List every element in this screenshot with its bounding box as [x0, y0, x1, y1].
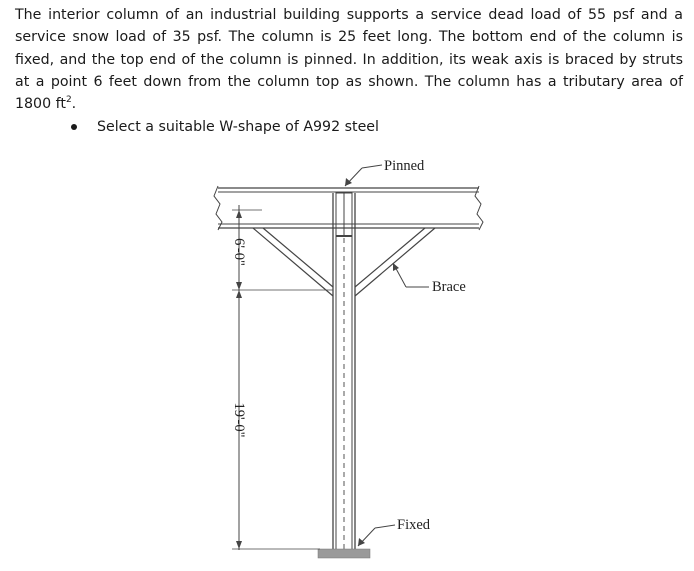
- fixed-base: [318, 549, 370, 558]
- dim-lower-label: 19'-0": [231, 402, 247, 438]
- paragraph-end: .: [71, 96, 77, 113]
- pinned-leader: [345, 165, 382, 186]
- dim-upper-label: 6'-0": [231, 238, 247, 266]
- fixed-label: Fixed: [397, 517, 431, 533]
- bullet-text: Select a suitable W-shape of A992 steel: [97, 119, 379, 135]
- problem-paragraph: The interior column of an industrial building supports a service dead load of 55 psf and a service snow load of 35 psf. The column is 25 feet long. The bottom end of the column is fixed, and the top end of the column is pinned. In addition, its weak axis is braced by struts at a point 6 feet down from the column top as shown. The column has a tributary area of 1800 ft: [15, 7, 683, 113]
- brace-leader: [393, 263, 429, 287]
- brace-label: Brace: [432, 279, 466, 295]
- fixed-leader: [358, 525, 395, 546]
- column-member: [333, 193, 355, 549]
- pinned-label: Pinned: [384, 158, 425, 174]
- area-superscript: 2: [65, 95, 72, 106]
